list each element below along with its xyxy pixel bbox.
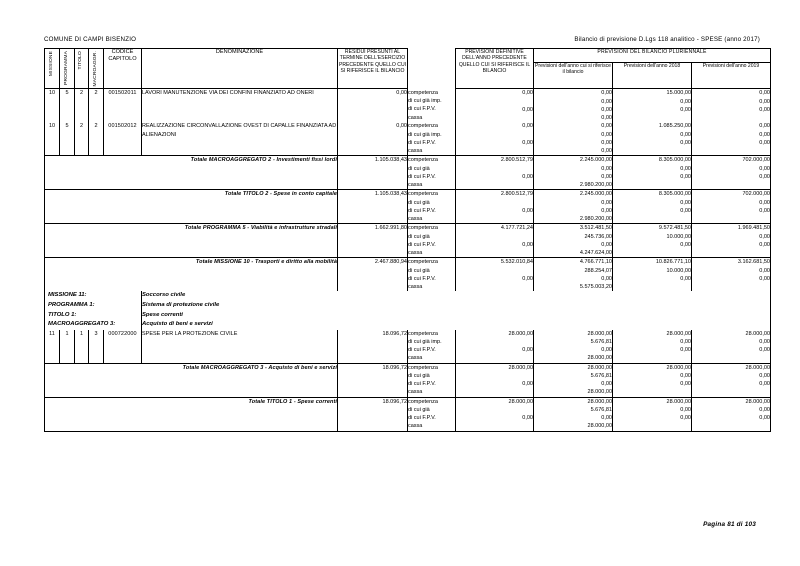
table-row-capitolo bbox=[45, 89, 771, 123]
section-key-titolo: TITOLO 1: bbox=[45, 311, 142, 321]
section-descriptor-macroaggregato bbox=[45, 320, 771, 330]
cell-missione: 11 bbox=[45, 330, 60, 364]
cell-programma: 5 bbox=[60, 122, 75, 156]
section-descriptor-missione bbox=[45, 291, 771, 301]
cell-anno_2019: 28.000,00 0,00 0,00 bbox=[692, 330, 771, 364]
section-key-macroaggregato: MACROAGGREGATO 3: bbox=[45, 320, 142, 330]
cell-titolo: 2 bbox=[75, 89, 89, 123]
section-value-missione: Soccorso civile bbox=[142, 291, 771, 301]
col-header-anno-corrente: Previsioni dell'anno cui si riferisce il bilancio bbox=[534, 63, 613, 89]
cell-anno_2019: 3.162.681,50 0,00 0,00 bbox=[692, 258, 771, 292]
cell-codice-capitolo: 001502012 bbox=[104, 122, 142, 156]
document-title: Bilancio di previsione D.Lgs 118 analitico - SPESE (anno 2017) bbox=[574, 36, 760, 43]
cell-prev_def: 28.000,00 0,00 bbox=[456, 397, 534, 431]
cell-titolo: 1 bbox=[75, 330, 89, 364]
cell-programma: 1 bbox=[60, 330, 75, 364]
cell-subline-labels: competenza di cui già di cui F.P.V. cassa bbox=[408, 156, 456, 190]
table-row-totale bbox=[45, 363, 771, 397]
cell-prev_def: 5.532.010,84 0,00 bbox=[456, 258, 534, 292]
table-row-totale bbox=[45, 397, 771, 431]
cell-subline-labels: competenza di cui già di cui F.P.V. cassa bbox=[408, 363, 456, 397]
cell-codice-capitolo: 000722000 bbox=[104, 330, 142, 364]
section-descriptor-titolo bbox=[45, 311, 771, 321]
cell-anno_corrente: 4.766.771,10 288.254,07 0,00 5.575.003,20 bbox=[534, 258, 613, 292]
cell-totale-label: Totale MACROAGGREGATO 2 - Investimenti fissi lordi bbox=[45, 156, 338, 190]
col-header-pluriennale-group: PREVISIONI DEL BILANCIO PLURIENNALE bbox=[534, 49, 771, 63]
section-key-missione: MISSIONE 11: bbox=[45, 291, 142, 301]
col-header-codice-capitolo bbox=[104, 49, 142, 89]
cell-anno_2019: 702.000,00 0,00 0,00 bbox=[692, 190, 771, 224]
cell-totale-label: Totale MACROAGGREGATO 3 - Acquisto di beni e servizi bbox=[45, 363, 338, 397]
cell-residui: 0,00 bbox=[338, 89, 408, 123]
cell-anno_2019: 1.969.481,50 0,00 0,00 bbox=[692, 224, 771, 258]
cell-residui: 18.096,72 bbox=[338, 330, 408, 364]
cell-anno_2018: 28.000,00 0,00 0,00 bbox=[613, 397, 692, 431]
cell-anno_2019: 0,00 0,00 0,00 bbox=[692, 122, 771, 156]
cell-subline-labels: competenza di cui già di cui F.P.V. cassa bbox=[408, 397, 456, 431]
section-descriptor-programma bbox=[45, 301, 771, 311]
cell-anno_corrente: 28.000,00 5.676,81 0,00 28.000,00 bbox=[534, 330, 613, 364]
section-value-programma: Sistema di protezione civile bbox=[142, 301, 771, 311]
table-row-totale bbox=[45, 224, 771, 258]
cell-residui: 18.096,72 bbox=[338, 397, 408, 431]
cell-anno_2018: 9.572.481,50 10.000,00 0,00 bbox=[613, 224, 692, 258]
cell-macroaggr: 3 bbox=[89, 330, 104, 364]
cell-residui: 1.105.038,43 bbox=[338, 190, 408, 224]
cell-anno_corrente: 0,00 0,00 0,00 0,00 bbox=[534, 122, 613, 156]
cell-denominazione: SPESE PER LA PROTEZIONE CIVILE bbox=[142, 330, 338, 364]
cell-prev_def: 4.177.721,24 0,00 bbox=[456, 224, 534, 258]
cell-programma: 5 bbox=[60, 89, 75, 123]
col-header-residui: RESIDUI PRESUNTI AL TERMINE DELL'ESERCIZIO PRECEDENTE QUELLO CUI SI RIFERISCE IL BILANCIO bbox=[338, 49, 408, 89]
cell-subline-labels: competenza di cui già di cui F.P.V. cassa bbox=[408, 224, 456, 258]
cell-residui: 18.096,72 bbox=[338, 363, 408, 397]
table-row-capitolo bbox=[45, 122, 771, 156]
cell-subline-labels: competenza di cui già imp. di cui F.P.V. cassa bbox=[408, 89, 456, 123]
codice-line2: CAPITOLO bbox=[108, 55, 137, 62]
cell-anno_2019: 0,00 0,00 0,00 bbox=[692, 89, 771, 123]
cell-anno_corrente: 2.245.000,00 0,00 0,00 2.980.200,00 bbox=[534, 190, 613, 224]
cell-prev_def: 28.000,00 0,00 bbox=[456, 363, 534, 397]
cell-subline-labels: competenza di cui già di cui F.P.V. cassa bbox=[408, 258, 456, 292]
cell-denominazione: REALIZZAZIONE CIRCONVALLAZIONE OVEST DI CAPALLE FINANZIATA AD ALIENAZIONI bbox=[142, 122, 338, 156]
cell-subline-labels: competenza di cui già imp. di cui F.P.V. cassa bbox=[408, 330, 456, 364]
cell-anno_2018: 28.000,00 0,00 0,00 bbox=[613, 330, 692, 364]
cell-anno_corrente: 28.000,00 5.676,81 0,00 28.000,00 bbox=[534, 397, 613, 431]
cell-subline-labels: competenza di cui già imp. di cui F.P.V. cassa bbox=[408, 122, 456, 156]
cell-anno_2018: 1.085.250,00 0,00 0,00 bbox=[613, 122, 692, 156]
table-row-capitolo bbox=[45, 330, 771, 364]
page-header bbox=[44, 36, 760, 48]
cell-anno_2019: 28.000,00 0,00 0,00 bbox=[692, 363, 771, 397]
cell-anno_2019: 702.000,00 0,00 0,00 bbox=[692, 156, 771, 190]
cell-anno_corrente: 2.245.000,00 0,00 0,00 2.980.200,00 bbox=[534, 156, 613, 190]
col-header-denominazione: DENOMINAZIONE bbox=[142, 49, 338, 89]
cell-anno_corrente: 0,00 0,00 0,00 0,00 bbox=[534, 89, 613, 123]
section-value-titolo: Spese correnti bbox=[142, 311, 771, 321]
table-body bbox=[45, 89, 771, 432]
table-row-totale bbox=[45, 190, 771, 224]
cell-missione: 10 bbox=[45, 89, 60, 123]
table-row-totale bbox=[45, 258, 771, 292]
cell-anno_2018: 28.000,00 0,00 0,00 bbox=[613, 363, 692, 397]
cell-totale-label: Totale PROGRAMMA 5 - Viabilità e infrastrutture stradali bbox=[45, 224, 338, 258]
cell-prev_def: 2.800.512,79 0,00 bbox=[456, 156, 534, 190]
cell-macroaggr: 2 bbox=[89, 89, 104, 123]
col-header-macroaggr: MACROAGGR. bbox=[89, 49, 104, 89]
cell-totale-label: Totale TITOLO 2 - Spese in conto capitale bbox=[45, 190, 338, 224]
page-footer: Pagina 81 di 103 bbox=[703, 521, 756, 528]
cell-totale-label: Totale MISSIONE 10 - Trasporti e diritto alla mobilità bbox=[45, 258, 338, 292]
table-row-totale bbox=[45, 156, 771, 190]
cell-residui: 0,00 bbox=[338, 122, 408, 156]
cell-anno_corrente: 28.000,00 5.676,81 0,00 28.000,00 bbox=[534, 363, 613, 397]
cell-anno_2018: 8.305.000,00 0,00 0,00 bbox=[613, 156, 692, 190]
cell-prev_def: 0,00 0,00 bbox=[456, 89, 534, 123]
cell-anno_2019: 28.000,00 0,00 0,00 bbox=[692, 397, 771, 431]
budget-table bbox=[44, 48, 771, 432]
cell-anno_corrente: 3.512.481,50 245.736,00 0,00 4.247.624,00 bbox=[534, 224, 613, 258]
codice-line1: CODICE bbox=[111, 49, 134, 55]
comune-name: COMUNE DI CAMPI BISENZIO bbox=[44, 36, 137, 43]
cell-totale-label: Totale TITOLO 1 - Spese correnti bbox=[45, 397, 338, 431]
table-bottom-rule bbox=[45, 431, 771, 432]
col-header-anno-2019: Previsioni dell'anno 2019 bbox=[692, 63, 771, 89]
col-header-gap bbox=[408, 49, 456, 89]
cell-prev_def: 28.000,00 0,00 bbox=[456, 330, 534, 364]
table-header-row bbox=[45, 49, 771, 63]
table-bottom-border bbox=[45, 431, 771, 432]
section-value-macroaggregato: Acquisto di beni e servizi bbox=[142, 320, 771, 330]
cell-residui: 1.105.038,43 bbox=[338, 156, 408, 190]
col-header-previsioni-definitive: PREVISIONI DEFINITIVE DELL'ANNO PRECEDENTE QUELLO CUI SI RIFERISCE IL BILANCIO bbox=[456, 49, 534, 89]
col-header-missione: MISSIONE bbox=[45, 49, 60, 89]
cell-anno_2018: 15.000,00 0,00 0,00 bbox=[613, 89, 692, 123]
cell-subline-labels: competenza di cui già di cui F.P.V. cassa bbox=[408, 190, 456, 224]
cell-titolo: 2 bbox=[75, 122, 89, 156]
cell-macroaggr: 2 bbox=[89, 122, 104, 156]
cell-prev_def: 0,00 0,00 bbox=[456, 122, 534, 156]
cell-residui: 1.662.991,80 bbox=[338, 224, 408, 258]
col-header-programma: PROGRAMMA bbox=[60, 49, 75, 89]
cell-anno_2018: 10.826.771,10 10.000,00 0,00 bbox=[613, 258, 692, 292]
cell-prev_def: 2.800.512,79 0,00 bbox=[456, 190, 534, 224]
cell-residui: 2.467.880,94 bbox=[338, 258, 408, 292]
cell-anno_2018: 8.305.000,00 0,00 0,00 bbox=[613, 190, 692, 224]
cell-missione: 10 bbox=[45, 122, 60, 156]
cell-codice-capitolo: 001502011 bbox=[104, 89, 142, 123]
col-header-titolo: TITOLO bbox=[75, 49, 89, 89]
section-key-programma: PROGRAMMA 1: bbox=[45, 301, 142, 311]
cell-denominazione: LAVORI MANUTENZIONE VIA DEI CONFINI FINANZIATO AD ONERI bbox=[142, 89, 338, 123]
col-header-anno-2018: Previsioni dell'anno 2018 bbox=[613, 63, 692, 89]
